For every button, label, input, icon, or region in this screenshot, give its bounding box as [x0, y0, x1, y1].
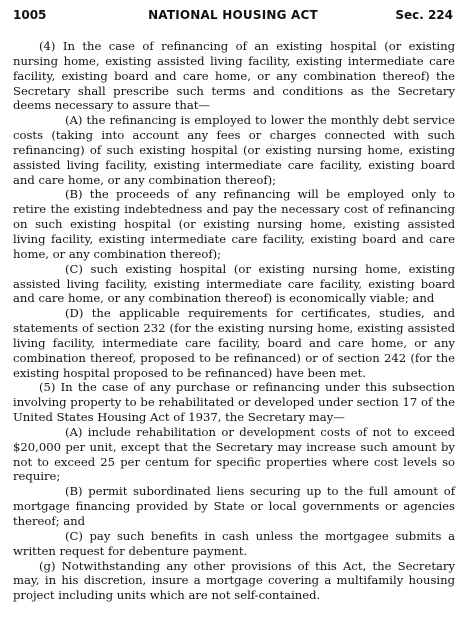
running-header — [13, 8, 453, 24]
subparagraph-4c: (C) such existing hospital (or existing nursing home, existing assisted living facility, existing intermediate care facility, existing board and care home, or any combination thereof) is economically viable; and — [13, 261, 455, 306]
subparagraph-5b: (B) permit subordinated liens securing up to the full amount of mortgage financing provided by State or local governments or agencies thereof; and — [13, 484, 455, 528]
section-label: Sec. 224 — [395, 8, 453, 22]
subparagraph-4a: (A) the refinancing is employed to lower the monthly debt service costs (taking into account any fees or charges connected with such refinancing) of such existing hospital (or existing nursing home, existing assisted living facility, existing intermediate care facility, existing board and care home, or any combination thereof); — [13, 113, 455, 187]
subparagraph-4d: (D) the applicable requirements for certificates, studies, and statements of section 232 (for the existing nursing home, existing assisted living facility, intermediate care facility, board and care home, or any combination thereof, proposed to be refinanced) or of section 242 (for the existing hospital proposed to be refinanced) have been met. — [13, 306, 455, 380]
paragraph-4: (4) In the case of refinancing of an existing hospital (or existing nursing home, existing assisted living facility, existing intermediate care facility, existing board and care home, or any combination thereof) the Secretary shall prescribe such terms and conditions as the Secretary deems necessary to assure that— — [13, 39, 455, 113]
subparagraph-5a: (A) include rehabilitation or development costs of not to exceed $20,000 per unit, except that the Secretary may increase such amount by not to exceed 25 per centum for specific properties where cost levels so require; — [13, 424, 455, 484]
page-number: 1005 — [13, 8, 47, 22]
subsection-g: (g) Notwithstanding any other provisions of this Act, the Secretary may, in his discretion, insure a mortgage covering a multifamily housing project including units which are not self-contained. — [13, 558, 455, 603]
running-title: NATIONAL HOUSING ACT — [148, 8, 318, 22]
paragraph-5: (5) In the case of any purchase or refinancing under this subsection involving property to be rehabilitated or developed under section 17 of the United States Housing Act of 1937, the Secretary may— — [13, 380, 455, 425]
subparagraph-4b: (B) the proceeds of any refinancing will be employed only to retire the existing indebtedness and pay the necessary cost of refinancing on such existing hospital (or existing nursing home, existing assisted living facility, existing intermediate care facility, existing board and care home, or any combination thereof); — [13, 187, 455, 261]
statute-text — [13, 39, 455, 603]
subparagraph-5c: (C) pay such benefits in cash unless the mortgagee submits a written request for debenture payment. — [13, 528, 455, 558]
